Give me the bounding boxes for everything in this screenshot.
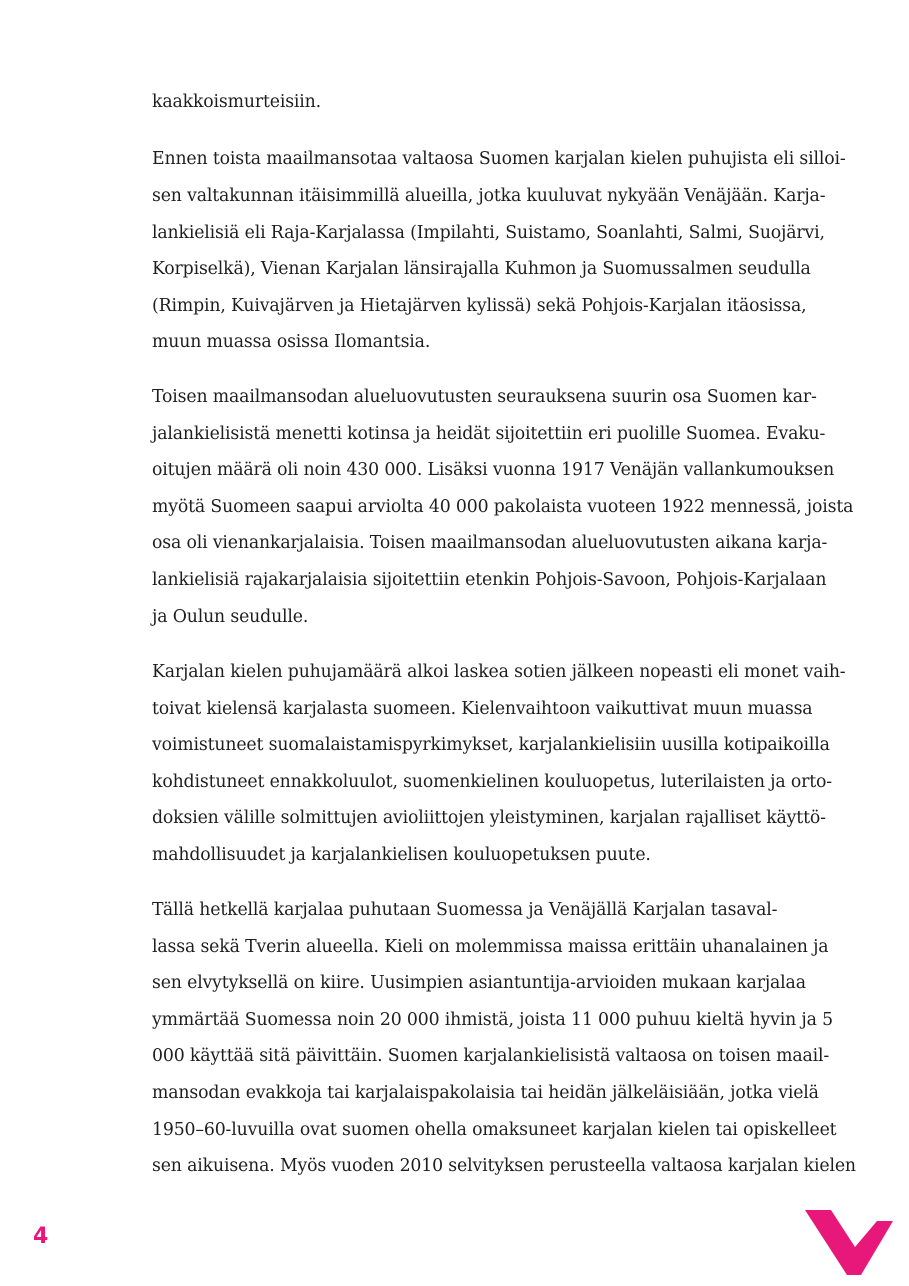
text-line: 1950–60-luvuilla ovat suomen ohella omaksuneet karjalan kielen tai opiskelleet — [152, 1120, 837, 1140]
text-line: jalankielisistä menetti kotinsa ja heidät sijoitettiin eri puolille Suomea. Evaku- — [152, 424, 826, 444]
text-line: osa oli vienankarjalaisia. Toisen maailmansodan alueluovutusten aikana karja- — [152, 533, 828, 553]
text-line: lankielisiä rajakarjalaisia sijoitettiin etenkin Pohjois-Savoon, Pohjois-Karjalaan — [152, 570, 827, 590]
text-line: sen elvytyksellä on kiire. Uusimpien asiantuntija-arvioiden mukaan karjalaa — [152, 973, 806, 993]
text-line: Ennen toista maailmansotaa valtaosa Suomen karjalan kielen puhujista eli silloi- — [152, 149, 846, 169]
text-line: sen aikuisena. Myös vuoden 2010 selvityksen perusteella valtaosa karjalan kielen — [152, 1156, 856, 1176]
text-line: Korpiselkä), Vienan Karjalan länsirajalla Kuhmon ja Suomussalmen seudulla — [152, 259, 811, 279]
text-line: Toisen maailmansodan alueluovutusten seurauksena suurin osa Suomen kar- — [152, 387, 817, 407]
text-line: toivat kielensä karjalasta suomeen. Kielenvaihtoon vaikuttivat muun muassa — [152, 699, 813, 719]
text-line: Karjalan kielen puhujamäärä alkoi laskea sotien jälkeen nopeasti eli monet vaih- — [152, 662, 846, 682]
v-chevron-logo-icon — [803, 1207, 895, 1277]
text-line: lassa sekä Tverin alueella. Kieli on molemmissa maissa erittäin uhanalainen ja — [152, 937, 829, 957]
text-line: lankielisiä eli Raja-Karjalassa (Impilahti, Suistamo, Soanlahti, Salmi, Suojärvi, — [152, 223, 825, 243]
text-line: ja Oulun seudulle. — [152, 607, 309, 627]
text-line: sen valtakunnan itäisimmillä alueilla, jotka kuuluvat nykyään Venäjään. Karja- — [152, 186, 826, 206]
text-line: mahdollisuudet ja karjalankielisen kouluopetuksen puute. — [152, 845, 651, 865]
text-line: myötä Suomeen saapui arviolta 40 000 pakolaista vuoteen 1922 mennessä, joista — [152, 497, 854, 517]
text-line: oitujen määrä oli noin 430 000. Lisäksi vuonna 1917 Venäjän vallankumouksen — [152, 460, 835, 480]
text-line: (Rimpin, Kuivajärven ja Hietajärven kylissä) sekä Pohjois-Karjalan itäosissa, — [152, 296, 807, 316]
text-line: muun muassa osissa Ilomantsia. — [152, 332, 431, 352]
page-number: 4 — [33, 1224, 49, 1249]
text-line: doksien välille solmittujen avioliittojen yleistyminen, karjalan rajalliset käyttö- — [152, 808, 826, 828]
text-line: ymmärtää Suomessa noin 20 000 ihmistä, joista 11 000 puhuu kieltä hyvin ja 5 — [152, 1010, 833, 1030]
text-line: kohdistuneet ennakkoluulot, suomenkielinen kouluopetus, luterilaisten ja orto- — [152, 772, 832, 792]
text-line: voimistuneet suomalaistamispyrkimykset, karjalankielisiin uusilla kotipaikoilla — [152, 735, 830, 755]
text-line: mansodan evakkoja tai karjalaispakolaisia tai heidän jälkeläisiään, jotka vielä — [152, 1083, 819, 1103]
text-line: 000 käyttää sitä päivittäin. Suomen karjalankielisistä valtaosa on toisen maail- — [152, 1046, 830, 1066]
text-line: Tällä hetkellä karjalaa puhutaan Suomessa ja Venäjällä Karjalan tasaval- — [152, 900, 778, 920]
text-line: kaakkoismurteisiin. — [152, 92, 321, 112]
